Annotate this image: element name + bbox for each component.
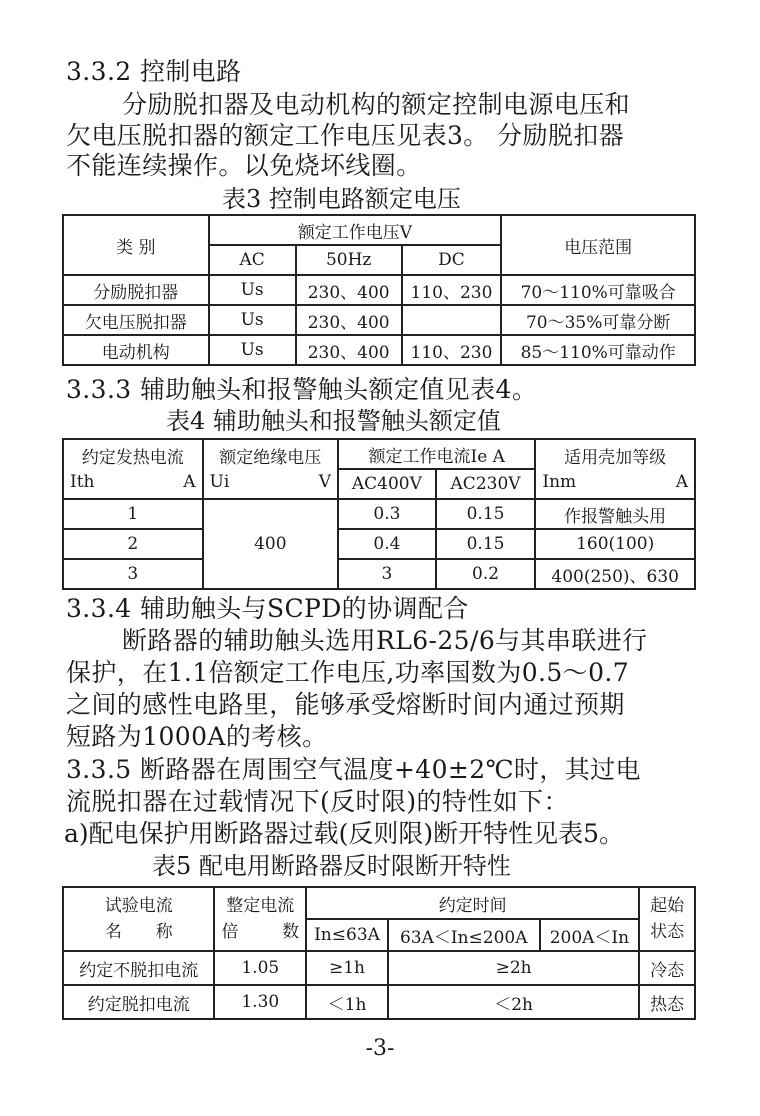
header-set-word-1: 倍 — [221, 922, 239, 942]
cell-time-1: ＜1h — [306, 985, 388, 1019]
table-row — [63, 529, 695, 559]
header-inm-unit: A — [675, 472, 688, 492]
cell-ith: 1 — [63, 499, 203, 529]
header-state-line-1: 起始 — [650, 896, 685, 916]
cell-ac400v: 0.3 — [338, 499, 436, 529]
paragraph-line: 分励脱扣器及电动机构的额定控制电源电压和 — [122, 90, 631, 119]
header-ui-title: 额定绝缘电压 — [219, 448, 322, 468]
cell-ac230v: 0.15 — [436, 529, 536, 559]
table3 — [62, 214, 696, 366]
table5-caption: 表5 配电用断路器反时限断开特性 — [152, 852, 511, 880]
header-ac230v: AC230V — [436, 469, 536, 499]
cell-dc: 110、230 — [402, 335, 502, 365]
header-in-le-63a: In≤63A — [306, 919, 388, 951]
cell-name: 电动机构 — [63, 335, 209, 365]
header-inm — [535, 439, 695, 499]
cell-inm: 160(100) — [535, 529, 695, 559]
header-ith-title: 约定发热电流 — [81, 448, 184, 468]
cell-ith: 3 — [63, 559, 203, 589]
header-rated-voltage: 额定工作电压V — [209, 215, 502, 245]
cell-time-2: ≥2h — [388, 951, 639, 985]
paragraph-line: a)配电保护用断路器过载(反则限)断开特性见表5。 — [64, 819, 625, 848]
header-ui-unit: V — [318, 472, 332, 492]
cell-ui: 400 — [203, 499, 339, 589]
table-row — [63, 499, 695, 529]
header-ith-unit: A — [183, 472, 196, 492]
header-set-current — [214, 887, 306, 951]
paragraph-line: 短路为1000A的考核。 — [66, 722, 328, 751]
cell-dc — [402, 305, 502, 335]
cell-50hz: 230、400 — [296, 335, 402, 365]
paragraph-line: 欠电压脱扣器的额定工作电压见表3。 分励脱扣器 — [66, 121, 625, 150]
paragraph-line: 之间的感性电路里，能够承受熔断时间内通过预期 — [66, 690, 625, 719]
cell-50hz: 230、400 — [296, 305, 402, 335]
cell-name: 欠电压脱扣器 — [63, 305, 209, 335]
paragraph-line: 不能连续操作。以免烧坏线圈。 — [66, 151, 422, 180]
cell-range: 70～35%可靠分断 — [501, 305, 695, 335]
header-set-word-2: 数 — [282, 922, 300, 942]
cell-time-2: ＜2h — [388, 985, 639, 1019]
header-inm-symbol: Inm — [542, 472, 577, 492]
header-test-current — [63, 887, 214, 951]
table-row — [63, 335, 695, 365]
cell-name: 约定不脱扣电流 — [63, 951, 214, 985]
cell-ith: 2 — [63, 529, 203, 559]
header-ui-symbol: Ui — [209, 472, 230, 492]
table-row — [63, 559, 695, 589]
table4-caption: 表4 辅助触头和报警触头额定值 — [166, 407, 501, 435]
header-test-title: 试验电流 — [104, 896, 173, 916]
header-category: 类 别 — [63, 215, 209, 275]
header-in-gt-200a: 200A＜In — [540, 919, 640, 951]
paragraph-line: 断路器的辅助触头选用RL6-25/6与其串联进行 — [122, 626, 648, 655]
header-dc: DC — [402, 245, 502, 275]
table-row — [63, 985, 695, 1019]
header-set-title: 整定电流 — [226, 896, 295, 916]
header-test-word-2: 称 — [155, 922, 173, 942]
table-row — [63, 305, 695, 335]
header-50hz: 50Hz — [296, 245, 402, 275]
header-state-line-2: 状态 — [650, 922, 685, 942]
cell-ac: Us — [209, 275, 296, 305]
cell-ac: Us — [209, 335, 296, 365]
header-test-word-1: 名 — [104, 922, 122, 942]
cell-state: 冷态 — [639, 951, 695, 985]
cell-name: 约定脱扣电流 — [63, 985, 214, 1019]
cell-range: 70～110%可靠吸合 — [501, 275, 695, 305]
section-heading-3-3-3: 3.3.3 辅助触头和报警触头额定值见表4。 — [66, 375, 538, 404]
cell-multiple: 1.05 — [214, 951, 306, 985]
cell-name: 分励脱扣器 — [63, 275, 209, 305]
page-number: -3- — [365, 1036, 395, 1061]
cell-dc: 110、230 — [402, 275, 502, 305]
paragraph-line: 保护，在1.1倍额定工作电压,功率国数为0.5～0.7 — [66, 658, 630, 687]
cell-state: 热态 — [639, 985, 695, 1019]
cell-ac400v: 0.4 — [338, 529, 436, 559]
header-ac400v: AC400V — [338, 469, 436, 499]
header-ie: 额定工作电流Ie A — [338, 439, 535, 469]
cell-range: 85～110%可靠动作 — [501, 335, 695, 365]
header-voltage-range: 电压范围 — [501, 215, 695, 275]
table-row — [63, 951, 695, 985]
cell-ac230v: 0.2 — [436, 559, 536, 589]
cell-inm: 400(250)、630 — [535, 559, 695, 589]
section-heading-3-3-2: 3.3.2 控制电路 — [66, 57, 242, 86]
cell-50hz: 230、400 — [296, 275, 402, 305]
header-ith-symbol: Ith — [70, 472, 95, 492]
header-ac: AC — [209, 245, 296, 275]
cell-ac230v: 0.15 — [436, 499, 536, 529]
section-heading-3-3-4: 3.3.4 辅助触头与SCPD的协调配合 — [66, 594, 469, 623]
table5 — [62, 886, 696, 1020]
cell-time-1: ≥1h — [306, 951, 388, 985]
cell-multiple: 1.30 — [214, 985, 306, 1019]
header-ith — [63, 439, 203, 499]
header-initial-state — [639, 887, 695, 951]
table3-caption: 表3 控制电路额定电压 — [222, 185, 461, 213]
table4 — [62, 438, 696, 590]
header-inm-title: 适用壳加等级 — [564, 448, 667, 468]
header-conventional-time: 约定时间 — [306, 887, 639, 919]
cell-ac: Us — [209, 305, 296, 335]
paragraph-line: 3.3.5 断路器在周围空气温度+40±2℃时，其过电 — [66, 755, 641, 784]
cell-ac400v: 3 — [338, 559, 436, 589]
table-row — [63, 275, 695, 305]
header-ui — [203, 439, 339, 499]
header-in-63-200a: 63A＜In≤200A — [388, 919, 540, 951]
cell-inm: 作报警触头用 — [535, 499, 695, 529]
paragraph-line: 流脱扣器在过载情况下(反时限)的特性如下： — [66, 787, 569, 816]
